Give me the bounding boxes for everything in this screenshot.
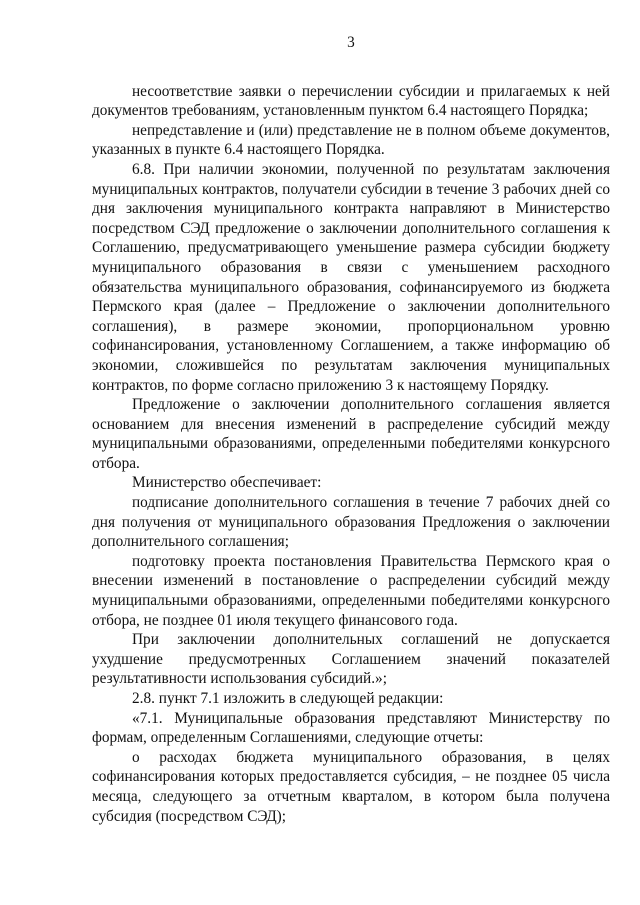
- paragraph-8: При заключении дополнительных соглашений не допускается ухудшение предусмотренных Соглашением значений показателей результативности использования субсидий.»;: [92, 631, 610, 688]
- paragraph-7: подготовку проекта постановления Правительства Пермского края о внесении изменений в постановление о распределении субсидий между муниципальными образованиями, определенными победителями конкурсного отбора, не позднее 01 июля текущего финансового года.: [92, 552, 610, 629]
- paragraph-10: «7.1. Муниципальные образования представляют Министерству по формам, определенным Соглашениями, следующие отчеты:: [92, 709, 610, 747]
- paragraph-1: несоответствие заявки о перечислении субсидии и прилагаемых к ней документов требованиям, установленным пунктом 6.4 настоящего Порядка;: [92, 82, 610, 120]
- paragraph-2: непредставление и (или) представление не в полном объеме документов, указанных в пункте 6.4 настоящего Порядка.: [92, 121, 610, 159]
- paragraph-9: 2.8. пункт 7.1 изложить в следующей редакции:: [132, 690, 444, 707]
- paragraph-6: подписание дополнительного соглашения в течение 7 рабочих дней со дня получения от муниципального образования Предложения о заключении дополнительного соглашения;: [92, 494, 610, 551]
- paragraph-3: 6.8. При наличии экономии, полученной по результатам заключения муниципальных контрактов, получатели субсидии в течение 3 рабочих дней со дня заключения муниципального контракта направляют в Министерство посредством СЭД предложение о заключении дополнительного соглашения к Соглашению, предусматривающего уменьшение размера субсидии бюджету муниципального образования в связи с уменьшением расходного обязательства муниципального образования, софинансируемого из бюджета Пермского края (далее – Предложение о заключении дополнительного соглашения), в размере экономии, пропорциональном уровню софинансирования, установленному Соглашением, а также информацию об экономии, сложившейся по результатам заключения муниципальных контрактов, по форме согласно приложению 3 к настоящему Порядку.: [92, 160, 610, 394]
- page-number: 3: [347, 34, 355, 51]
- paragraph-4: Предложение о заключении дополнительного соглашения является основанием для внесения изменений в распределение субсидий между муниципальными образованиями, определенными победителями конкурсного отбора.: [92, 396, 610, 472]
- paragraph-11: о расходах бюджета муниципального образования, в целях софинансирования которых предоставляется субсидия, – не позднее 05 числа месяца, следующего за отчетным кварталом, в котором была получена субсидия (посредством СЭД);: [92, 748, 610, 825]
- paragraph-5: Министерство обеспечивает:: [132, 474, 322, 492]
- document-body: [92, 82, 610, 827]
